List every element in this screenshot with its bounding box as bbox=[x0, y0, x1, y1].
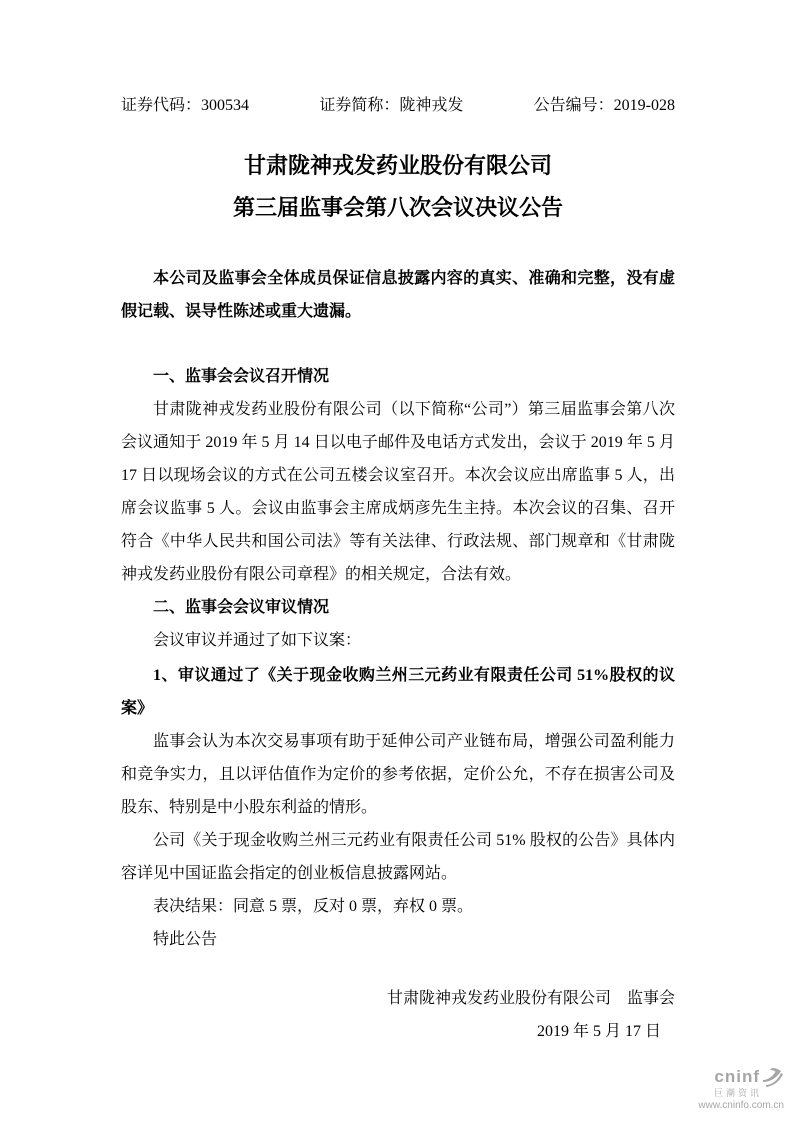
signature-block bbox=[121, 982, 675, 1048]
proposal-disclosure: 公司《关于现金收购兰州三元药业有限责任公司 51% 股权的公告》具体内容详见中国证监会指定的创业板信息披露网站。 bbox=[121, 831, 675, 882]
cninfo-logo-text: cninf bbox=[714, 1067, 760, 1086]
announcement-number: 公告编号：2019-028 bbox=[533, 97, 675, 114]
cninfo-logo bbox=[654, 1067, 788, 1112]
document-title: 第三届监事会第八次会议决议公告 bbox=[232, 195, 563, 221]
section2-intro: 会议审议并通过了如下议案： bbox=[153, 631, 362, 649]
proposal-opinion: 监事会认为本次交易事项有助于延伸公司产业链布局，增强公司盈利能力和竞争实力，且以评估值作为定价的参考依据，定价公允，不存在损害公司及股东、特别是中小股东利益的情形。 bbox=[121, 732, 675, 816]
cninfo-chinese-name: 巨潮资讯 bbox=[713, 1088, 762, 1098]
cninfo-logo-row bbox=[654, 1067, 784, 1087]
section2-heading: 二、监事会会议审议情况 bbox=[153, 598, 330, 616]
disclosure-statement: 本公司及监事会全体成员保证信息披露内容的真实、准确和完整，没有虚假记载、误导性陈述或重大遗漏。 bbox=[121, 269, 675, 320]
document-header bbox=[121, 95, 675, 117]
vote-result: 表决结果：同意 5 票，反对 0 票，弃权 0 票。 bbox=[153, 897, 474, 915]
signature-company: 甘肃陇神戎发药业股份有限公司 监事会 bbox=[386, 989, 675, 1007]
signature-date: 2019 年 5 月 17 日 bbox=[536, 1022, 661, 1040]
document-page bbox=[121, 0, 675, 1048]
section1-heading: 一、监事会会议召开情况 bbox=[153, 367, 330, 385]
cninfo-url: www.cninfo.com.cn bbox=[698, 1100, 784, 1111]
stock-code: 证券代码：300534 bbox=[121, 97, 250, 114]
stock-short-name: 证券简称：陇神戎发 bbox=[319, 97, 464, 114]
company-name-title: 甘肃陇神戎发药业股份有限公司 bbox=[243, 153, 552, 178]
cninfo-swirl-icon bbox=[762, 1067, 784, 1087]
proposal-title: 1、审议通过了《关于现金收购兰州三元药业有限责任公司 51%股权的议案》 bbox=[121, 666, 675, 717]
section1-paragraph: 甘肃陇神戎发药业股份有限公司（以下简称“公司”）第三届监事会第八次会议通知于 2019 年 5 月 14 日以电子邮件及电话方式发出，会议于 2019 年 5 月 17 日以现场会议的方式在公司五楼会议室召开。本次会议应出席监事 5 人，出席会议监事 5 人。会议由监事会主席成炳彦先生主持。本次会议的召集、召开符合《中华人民共和国公司法》等有关法律、行政法规、部门规章和《甘肃陇神戎发药业股份有限公司章程》的相关规定，合法有效。 bbox=[121, 400, 675, 583]
closing-statement: 特此公告 bbox=[153, 930, 218, 948]
